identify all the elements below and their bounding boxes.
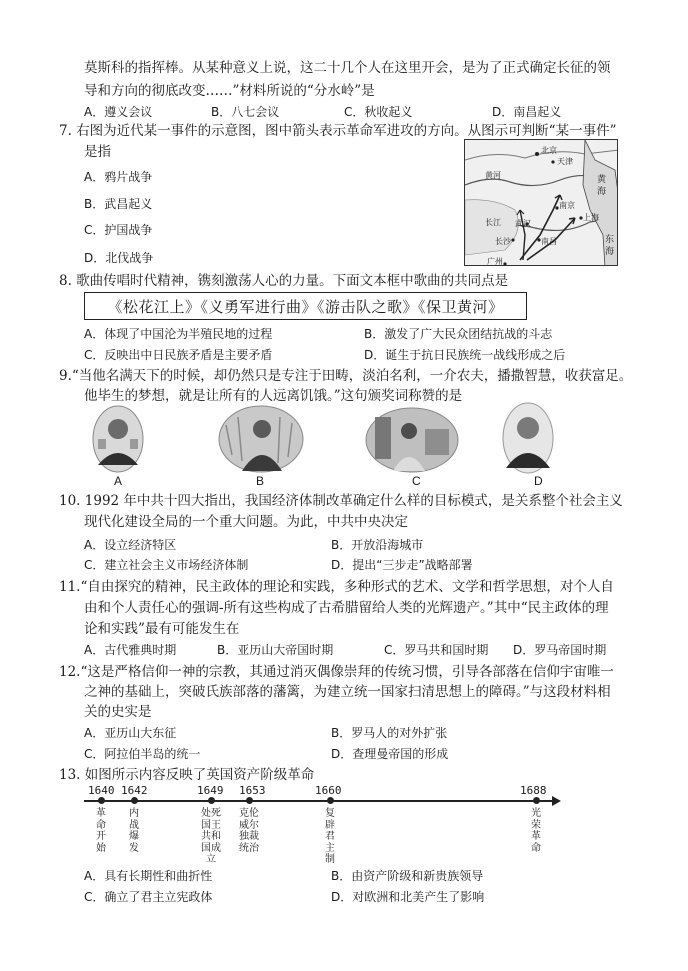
q11-line-1: 11.“自由探究的精神，民主政体的理论和实践，多种形式的艺术、文学和哲学思想，对个人自 <box>59 579 614 595</box>
timeline-year-1660: 1660 <box>315 784 342 797</box>
q13-option-c[interactable]: C．确立了君主立宪政体 <box>84 890 213 904</box>
q13-line: 13. 如图所示内容反映了英国资产阶级革命 <box>59 767 315 783</box>
q11-option-d[interactable]: D．罗马帝国时期 <box>513 643 607 657</box>
timeline-year-1688: 1688 <box>520 784 547 797</box>
intro-line-1: 莫斯科的指挥棒。从某种意义上说，这二十几个人在这里开会，是为了正式确定长征的领 <box>84 60 611 76</box>
timeline-year-1653: 1653 <box>239 784 266 797</box>
q11-line-2: 由和个人责任心的强调-所有这些构成了古希腊留给人类的光辉遗产。”其中“民主政体的理 <box>84 600 609 616</box>
q9-portrait-c[interactable] <box>365 407 459 473</box>
q7-option-c[interactable]: C．护国战争 <box>84 223 153 237</box>
timeline-event-1660: 复辟君主制 <box>325 808 335 865</box>
timeline-year-1642: 1642 <box>121 784 148 797</box>
q10-option-d[interactable]: D．提出“三步走”战略部署 <box>331 558 473 572</box>
timeline-event-1688: 光荣革命 <box>531 808 541 854</box>
q9-label-d: D <box>534 474 543 488</box>
map-label-changjiang: 长江 <box>485 218 501 227</box>
map-label-huang: 黄 <box>597 174 607 184</box>
q12-line-2: 之神的基础上，突破氏族部落的藩篱，为建立统一国家扫清思想上的障碍。”与这段材料相 <box>84 684 611 700</box>
q10-option-b[interactable]: B．开放沿海城市 <box>331 538 424 552</box>
timeline-event-1642: 内战爆发 <box>129 808 139 854</box>
map-label-nanjing: 南京 <box>559 201 575 210</box>
prev-option-a[interactable]: A．遵义会议 <box>84 105 153 119</box>
timeline-dot-1688 <box>533 797 540 804</box>
timeline-axis <box>84 800 556 802</box>
map-label-hai-2: 海 <box>605 246 615 256</box>
q13-option-a[interactable]: A．具有长期性和曲折性 <box>84 869 213 883</box>
timeline-event-1649: 处死国王共和国成立 <box>201 808 221 865</box>
prev-option-b[interactable]: B．八七会议 <box>211 105 280 119</box>
q8-option-a[interactable]: A．体现了中国沦为半殖民地的过程 <box>84 327 273 341</box>
map-label-changsha: 长沙 <box>495 237 511 246</box>
q10-line-1: 10. 1992 年中共十四大指出，我国经济体制改革确定什么样的目标模式，是关系整个社会主义 <box>59 493 623 509</box>
timeline-dot-1649 <box>208 797 215 804</box>
q11-line-3: 论和实践”最有可能发生在 <box>84 621 240 637</box>
map-label-wuhan: 武汉 <box>515 219 531 228</box>
q12-option-b[interactable]: B．罗马人的对外扩张 <box>331 726 448 740</box>
q8-option-c[interactable]: C．反映出中日民族矛盾是主要矛盾 <box>84 348 273 362</box>
q9-label-a: A <box>114 474 123 488</box>
q8-song-box <box>84 292 527 320</box>
timeline-dot-1653 <box>246 797 253 804</box>
timeline-year-1649: 1649 <box>197 784 224 797</box>
q7-map-figure <box>464 139 618 266</box>
q12-option-d[interactable]: D．查理曼帝国的形成 <box>331 747 449 761</box>
map-label-dong: 东 <box>605 234 615 244</box>
q11-option-b[interactable]: B．亚历山大帝国时期 <box>217 643 334 657</box>
q8-song-text: 《松花江上》《义勇军进行曲》《游击队之歌》《保卫黄河》 <box>107 297 504 316</box>
timeline-event-1653: 克伦威尔独裁统治 <box>239 808 259 854</box>
q8-option-b[interactable]: B．激发了广大民众团结抗战的斗志 <box>364 327 553 341</box>
q11-option-a[interactable]: A．古代雅典时期 <box>84 643 177 657</box>
q7-option-a[interactable]: A．鸦片战争 <box>84 170 153 184</box>
timeline-dot-1640 <box>98 797 105 804</box>
q13-option-b[interactable]: B．由资产阶级和新贵族领导 <box>331 869 484 883</box>
map-label-guangzhou: 广州 <box>487 257 503 266</box>
q9-line-2: 他毕生的梦想，就是让所有的人远离饥饿。”这句颁奖词称赞的是 <box>84 388 463 404</box>
prev-option-c[interactable]: C．秋收起义 <box>344 105 413 119</box>
q7-line-1: 7. 右图为近代某一事件的示意图，图中箭头表示革命军进攻的方向。从图示可判断“某一事件” <box>59 123 617 139</box>
q12-option-a[interactable]: A．亚历山大东征 <box>84 726 177 740</box>
q11-option-c[interactable]: C．罗马共和国时期 <box>384 643 489 657</box>
timeline-dot-1642 <box>131 797 138 804</box>
map-label-hai: 海 <box>597 186 607 196</box>
map-label-tianjin: 天津 <box>557 157 573 166</box>
q8-line: 8. 歌曲传唱时代精神，镌刻激荡人心的力量。下面文本框中歌曲的共同点是 <box>59 273 509 289</box>
q13-option-d[interactable]: D．对欧洲和北美产生了影响 <box>331 890 485 904</box>
map-graphic <box>465 140 618 266</box>
q9-portrait-b[interactable] <box>218 405 304 473</box>
timeline-dot-1660 <box>327 797 334 804</box>
q9-portrait-d[interactable] <box>502 402 554 474</box>
map-label-shanghai: 上海 <box>583 213 599 222</box>
timeline-arrowhead <box>552 796 561 806</box>
map-label-nanchang: 南昌 <box>541 237 557 246</box>
q12-line-3: 关的史实是 <box>84 704 152 720</box>
timeline-year-1640: 1640 <box>88 784 115 797</box>
q7-line-2: 是指 <box>84 144 111 160</box>
map-label-huanghe: 黄河 <box>485 171 501 180</box>
timeline-event-1640: 革命开始 <box>96 808 106 854</box>
q10-option-c[interactable]: C．建立社会主义市场经济体制 <box>84 558 249 572</box>
q12-line-1: 12.“这是严格信仰一神的宗教，其通过消灭偶像崇拜的传统习惯，引导各部落在信仰宇宙唯一 <box>59 664 614 680</box>
q8-option-d[interactable]: D．诞生于抗日民族统一战线形成之后 <box>364 348 566 362</box>
intro-line-2: 导和方向的彻底改变……”材料所说的“分水岭”是 <box>84 83 375 99</box>
q9-label-b: B <box>256 474 265 488</box>
q10-line-2: 现代化建设全局的一个重大问题。为此，中共中央决定 <box>84 514 408 530</box>
q9-portrait-a[interactable] <box>92 405 144 473</box>
q7-option-b[interactable]: B．武昌起义 <box>84 197 153 211</box>
q9-line-1: 9.“当他名满天下的时候，却仍然只是专注于田畴，淡泊名利，一介农夫，播撒智慧，收获富足。 <box>59 368 633 384</box>
q7-option-d[interactable]: D．北伐战争 <box>84 251 154 265</box>
prev-option-d[interactable]: D．南昌起义 <box>492 105 562 119</box>
map-label-beijing: 北京 <box>541 146 557 155</box>
q12-option-c[interactable]: C．阿拉伯半岛的统一 <box>84 747 201 761</box>
q13-timeline <box>84 784 564 864</box>
q9-label-c: C <box>412 474 421 488</box>
q10-option-a[interactable]: A．设立经济特区 <box>84 538 177 552</box>
